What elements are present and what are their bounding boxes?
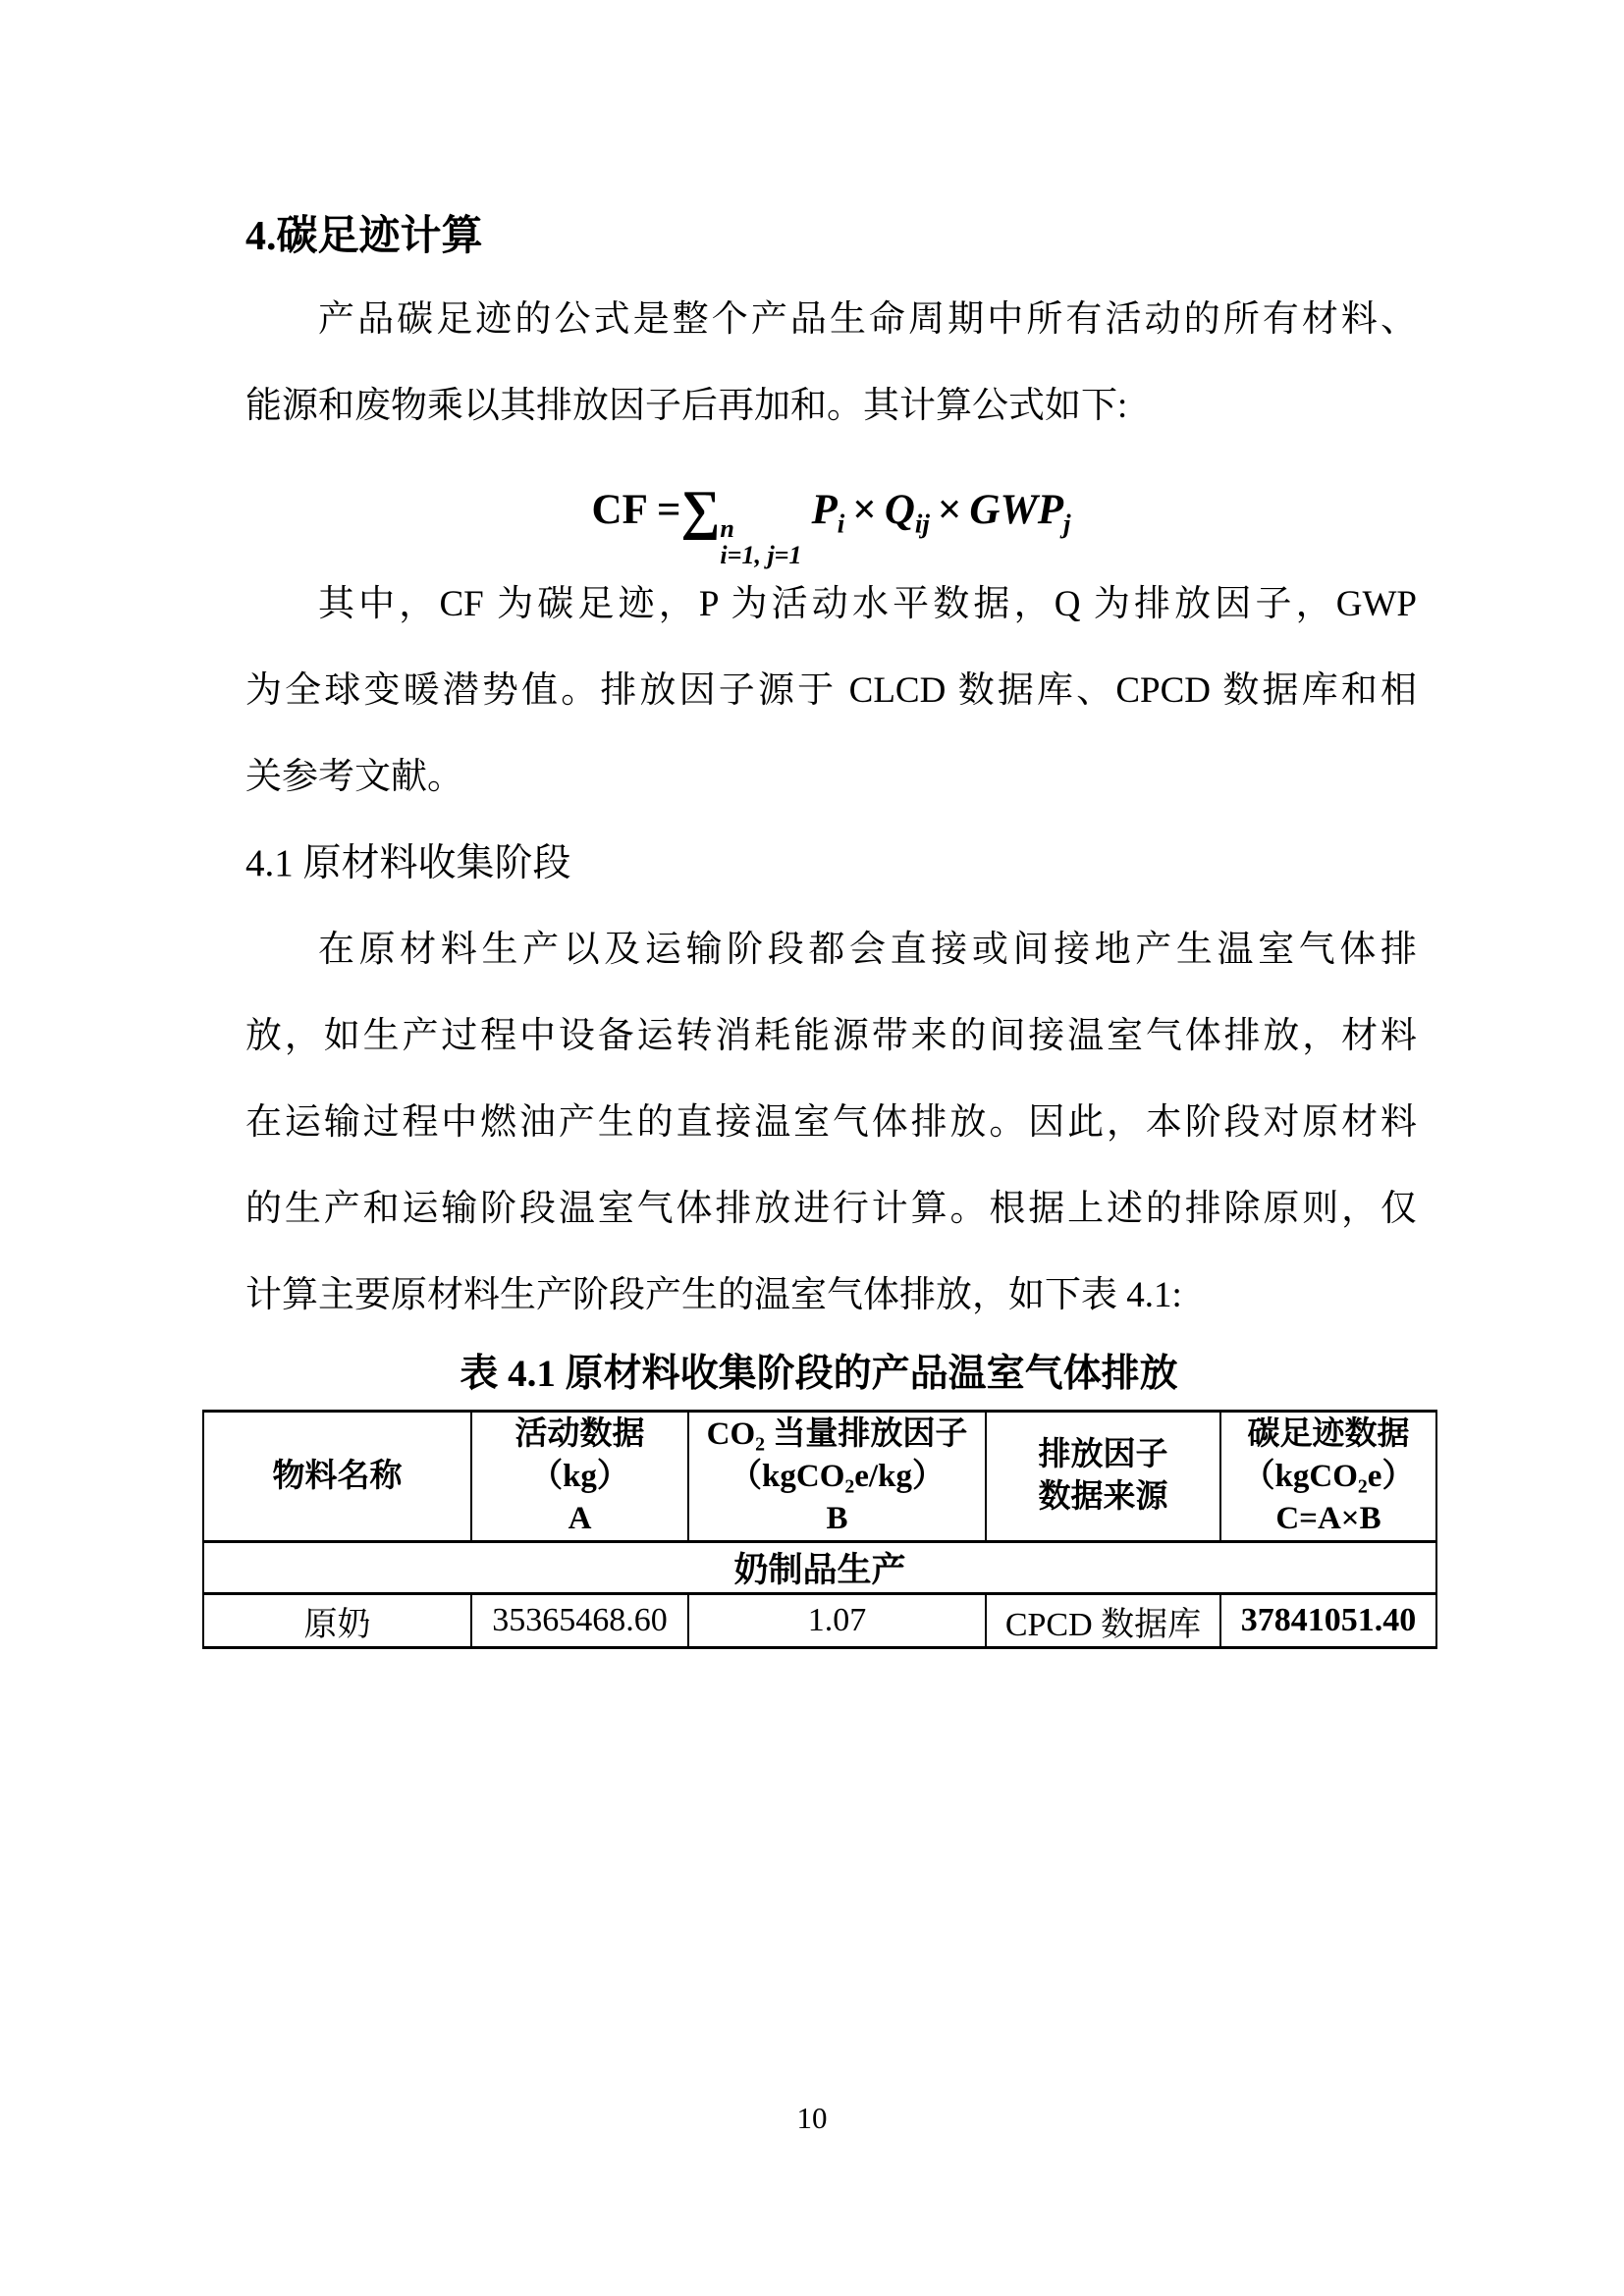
table-header-row	[203, 1412, 1436, 1542]
sum-lower-limit: i=1, j=1	[720, 541, 802, 570]
cell-activity-value: 35365468.60	[471, 1594, 688, 1648]
table-caption: 表 4.1 原材料收集阶段的产品温室气体排放	[460, 1353, 1178, 1395]
text-line: 的生产和运输阶段温室气体排放进行计算。根据上述的排除原则，仅	[245, 1189, 1417, 1229]
header-line: 排放因子	[1038, 1437, 1168, 1472]
header-line: 活动数据	[514, 1415, 645, 1452]
multiply-operator: ×	[852, 487, 877, 533]
header-line: 物料名称	[272, 1458, 403, 1494]
subsection-title: 4.1 原材料收集阶段	[245, 842, 571, 884]
header-line: （kgCO₂e/kg）	[730, 1458, 945, 1494]
cell-source-value: CPCD 数据库	[986, 1594, 1220, 1648]
table-section-row	[203, 1542, 1436, 1594]
header-cell-factor-source	[986, 1412, 1220, 1542]
paragraph-definitions	[245, 561, 1417, 821]
header-line: C=A×B	[1275, 1500, 1381, 1536]
formula-lhs: CF =	[591, 487, 681, 533]
section-title: 4.碳足迹计算	[245, 214, 483, 259]
text-line: 在运输过程中燃油产生的直接温室气体排放。因此，本阶段对原材料	[245, 1102, 1417, 1143]
variable-q: Q	[884, 487, 915, 533]
header-line: CO₂ 当量排放因子	[706, 1415, 968, 1452]
header-line: 碳足迹数据	[1247, 1415, 1410, 1452]
emissions-table	[202, 1410, 1437, 1649]
text-line: 为全球变暖潜势值。排放因子源于 CLCD 数据库、CPCD 数据库和相	[245, 670, 1417, 711]
text-line: 产品碳足迹的公式是整个产品生命周期中所有活动的所有材料、	[318, 299, 1417, 340]
multiply-operator: ×	[937, 487, 962, 533]
header-line: B	[826, 1500, 848, 1536]
header-line: （kgCO₂e）	[1242, 1458, 1415, 1494]
text-line: 在原材料生产以及运输阶段都会直接或间接地产生温室气体排	[318, 930, 1417, 970]
header-line: （kg）	[530, 1458, 629, 1494]
variable-p: P	[811, 487, 838, 533]
text-line: 关参考文献。	[245, 757, 463, 797]
header-cell-activity-data	[471, 1412, 688, 1542]
table-row	[203, 1594, 1436, 1648]
cell-material-name: 原奶	[203, 1594, 471, 1648]
text-line: 计算主要原材料生产阶段产生的温室气体排放，如下表 4.1:	[245, 1275, 1182, 1315]
page-content	[202, 0, 1435, 1649]
header-line: A	[568, 1500, 592, 1536]
variable-gwp-subscript: j	[1062, 508, 1071, 539]
header-cell-material	[203, 1412, 471, 1542]
text-line: 放，如生产过程中设备运转消耗能源带来的间接温室气体排放，材料	[245, 1016, 1417, 1056]
header-cell-emission-factor	[688, 1412, 986, 1542]
sum-upper-limit: n	[720, 514, 734, 543]
paragraph-intro	[245, 277, 1417, 450]
carbon-footprint-formula	[245, 463, 1417, 570]
cell-footprint-value: 37841051.40	[1220, 1594, 1436, 1648]
variable-p-subscript: i	[837, 508, 845, 539]
header-cell-footprint-data	[1220, 1412, 1436, 1542]
sigma-symbol: ∑	[680, 480, 721, 541]
cell-factor-value: 1.07	[688, 1594, 986, 1648]
page-number: 10	[796, 2101, 828, 2135]
variable-q-subscript: ij	[914, 508, 930, 539]
header-line: 数据来源	[1038, 1479, 1168, 1515]
section-row-label: 奶制品生产	[203, 1542, 1436, 1594]
text-line: 能源和废物乘以其排放因子后再加和。其计算公式如下:	[245, 386, 1128, 426]
paragraph-raw-material-stage	[245, 907, 1417, 1339]
variable-gwp: GWP	[969, 487, 1063, 533]
text-line: 其中，CF 为碳足迹，P 为活动水平数据，Q 为排放因子，GWP	[318, 584, 1417, 624]
